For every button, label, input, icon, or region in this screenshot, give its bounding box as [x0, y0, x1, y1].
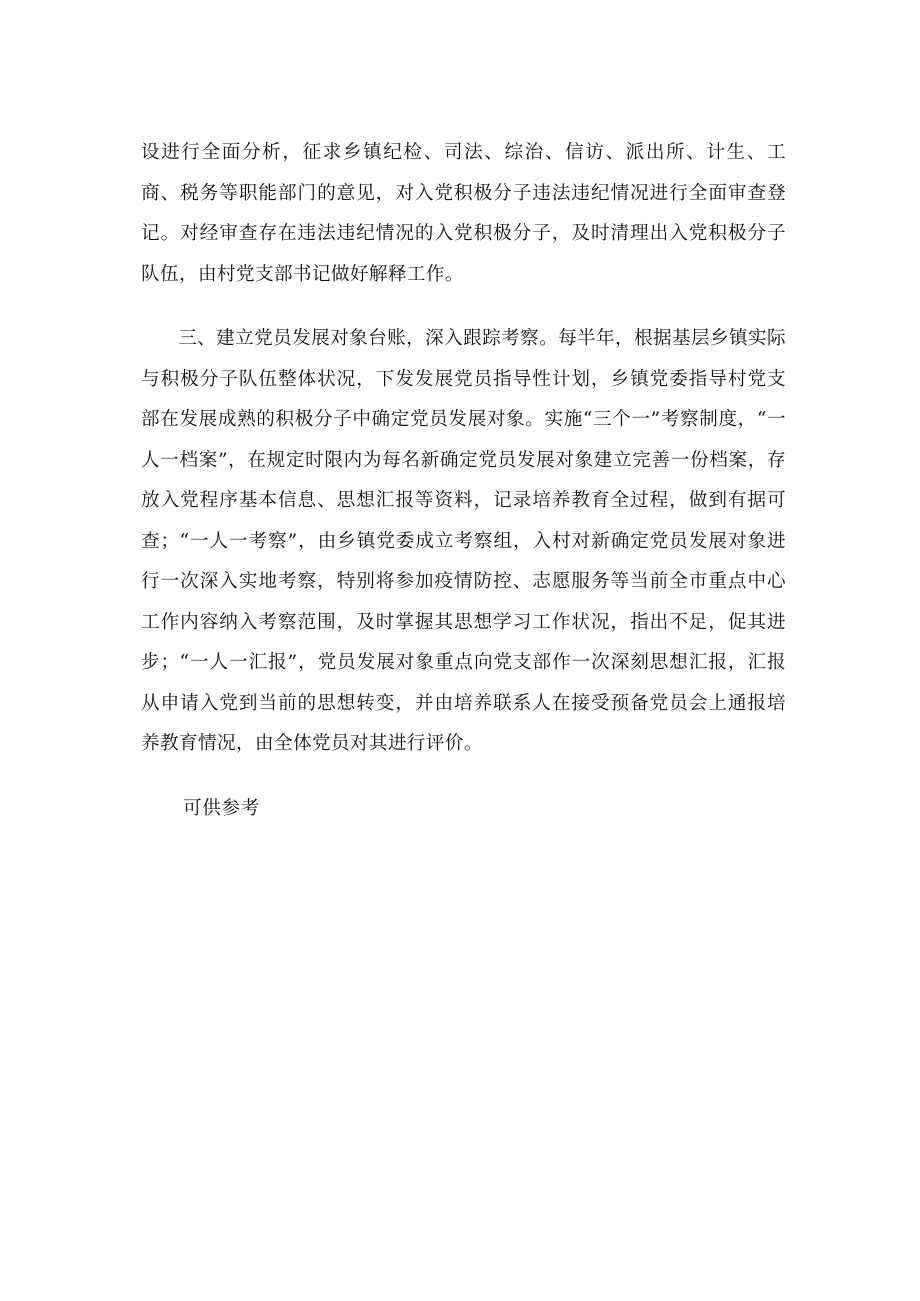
paragraph-spacer	[141, 295, 786, 319]
closing-note: 可供参考	[183, 797, 260, 819]
paragraph-continued: 设进行全面分析，征求乡镇纪检、司法、综治、信访、派出所、计生、工商、税务等职能部门的意见，对入党积极分子违法违纪情况进行全面审查登记。对经审查存在违法违纪情况的入党积极分子，及时清理出入党积极分子队伍，由村党支部书记做好解释工作。	[141, 142, 786, 285]
document-body	[141, 133, 786, 829]
paragraph-section-three: 三、建立党员发展对象台账，深入跟踪考察。每半年，根据基层乡镇实际与积极分子队伍整体状况，下发发展党员指导性计划，乡镇党委指导村党支部在发展成熟的积极分子中确定党员发展对象。实施“三个一”考察制度，“一人一档案”，在规定时限内为每名新确定党员发展对象建立完善一份档案，存放入党程序基本信息、思想汇报等资料，记录培养教育全过程，做到有据可查；“一人一考察”，由乡镇党委成立考察组，入村对新确定党员发展对象进行一次深入实地考察，特别将参加疫情防控、志愿服务等当前全市重点中心工作内容纳入考察范围，及时掌握其思想学习工作状况，指出不足，促其进步；“一人一汇报”，党员发展对象重点向党支部作一次深刻思想汇报，汇报从申请入党到当前的思想转变，并由培养联系人在接受预备党员会上通报培养教育情况，由全体党员对其进行评价。	[141, 328, 786, 754]
paragraph-spacer	[141, 765, 786, 789]
